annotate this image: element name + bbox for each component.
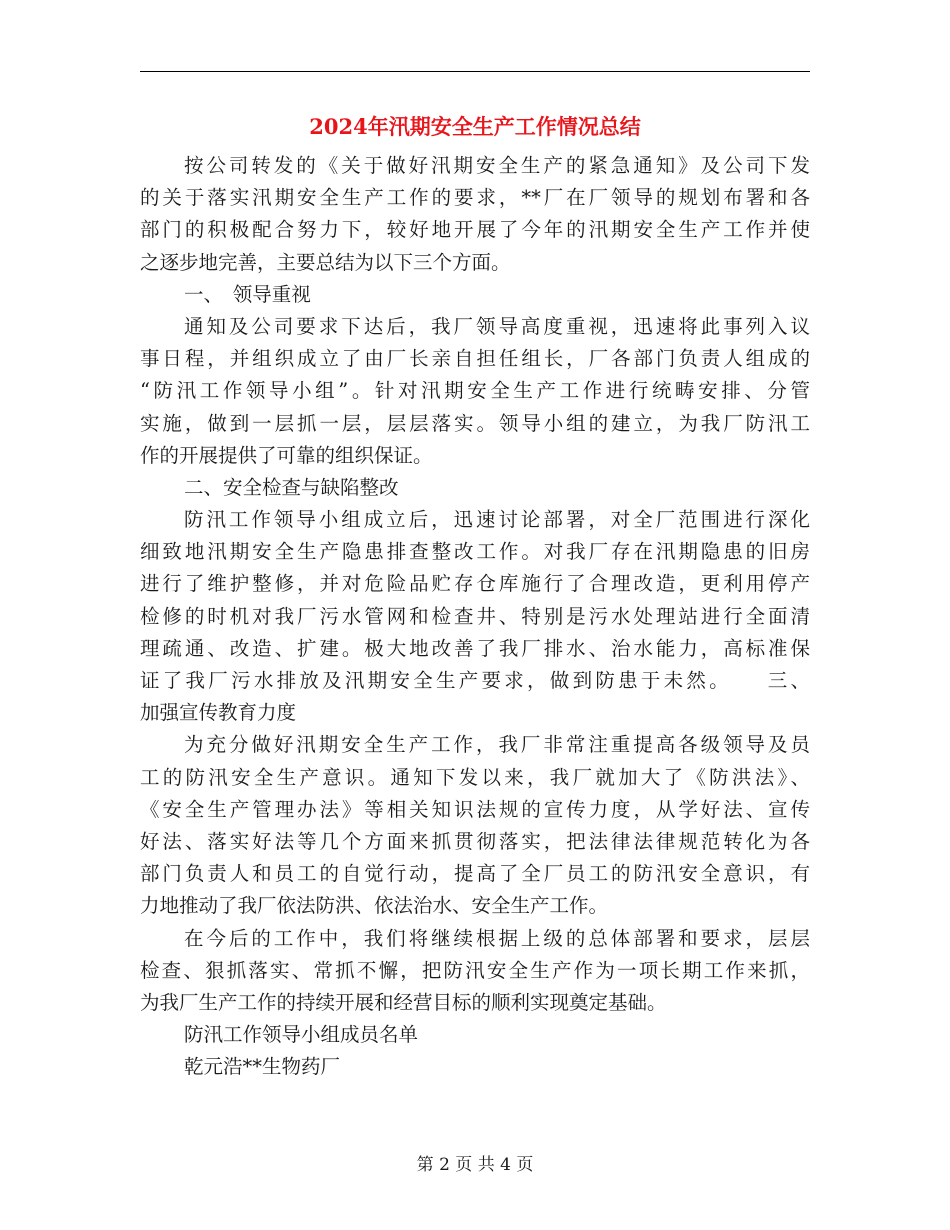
- body-line: 理疏通、改造、扩建。极大地改善了我厂排水、治水能力，高标准保: [140, 636, 810, 660]
- body-line: 细致地汛期安全生产隐患排查整改工作。对我厂存在汛期隐患的旧房: [140, 540, 810, 564]
- body-line: 二、安全检查与缺陷整改: [184, 475, 399, 499]
- body-line: 防汛工作领导小组成员名单: [184, 1023, 419, 1047]
- body-line: 在今后的工作中，我们将继续根据上级的总体部署和要求，层层: [184, 926, 810, 950]
- body-line: 通知及公司要求下达后，我厂领导高度重视，迅速将此事列入议: [184, 314, 810, 338]
- body-line: 之逐步地完善，主要总结为以下三个方面。: [140, 250, 511, 274]
- body-line: 好法、落实好法等几个方面来抓贯彻落实，把法律法律规范转化为各: [140, 829, 810, 853]
- body-line: 为充分做好汛期安全生产工作，我厂非常注重提高各级领导及员: [184, 733, 810, 757]
- body-line: 进行了维护整修，并对危险品贮存仓库施行了合理改造，更利用停产: [140, 572, 810, 596]
- body-line: 检修的时机对我厂污水管网和检查井、特别是污水处理站进行全面清: [140, 604, 810, 628]
- body-line: 的关于落实汛期安全生产工作的要求，**厂在厂领导的规划布署和各: [140, 186, 810, 210]
- body-line: 一、 领导重视: [184, 282, 311, 306]
- body-line: 证了我厂污水排放及汛期安全生产要求，做到防患于未然。 三、: [140, 669, 810, 692]
- body-line: 部门负责人和员工的自觉行动，提高了全厂员工的防汛安全意识，有: [140, 862, 810, 886]
- page-number: 第 2 页 共 4 页: [416, 1155, 534, 1175]
- body-line: 部门的积极配合努力下，较好地开展了今年的汛期安全生产工作并使: [140, 218, 810, 242]
- body-line: 作的开展提供了可靠的组织保证。: [140, 443, 433, 467]
- body-line: 事日程，并组织成立了由厂长亲自担任组长，厂各部门负责人组成的: [140, 347, 810, 371]
- body-line: 乾元浩**生物药厂: [184, 1055, 341, 1079]
- body-line: 力地推动了我厂依法防洪、依法治水、安全生产工作。: [140, 894, 609, 918]
- body-line: “防汛工作领导小组”。针对汛期安全生产工作进行统畴安排、分管: [140, 379, 810, 403]
- body-line: 工的防汛安全生产意识。通知下发以来，我厂就加大了《防洪法》、: [140, 765, 810, 789]
- body-line: 《安全生产管理办法》等相关知识法规的宣传力度，从学好法、宣传: [140, 797, 810, 821]
- body-line: 检查、狠抓落实、常抓不懈，把防汛安全生产作为一项长期工作来抓，: [140, 958, 810, 982]
- body-line: 实施，做到一层抓一层，层层落实。领导小组的建立，为我厂防汛工: [140, 411, 810, 435]
- body-line: 防汛工作领导小组成立后，迅速讨论部署，对全厂范围进行深化: [184, 508, 810, 532]
- body-line: 加强宣传教育力度: [140, 701, 297, 725]
- body-line: 为我厂生产工作的持续开展和经营目标的顺利实现奠定基础。: [140, 990, 667, 1014]
- header-rule: [140, 71, 810, 72]
- document-body: [140, 150, 810, 1083]
- document-title: 2024年汛期安全生产工作情况总结: [309, 114, 641, 139]
- body-line: 按公司转发的《关于做好汛期安全生产的紧急通知》及公司下发: [184, 154, 810, 177]
